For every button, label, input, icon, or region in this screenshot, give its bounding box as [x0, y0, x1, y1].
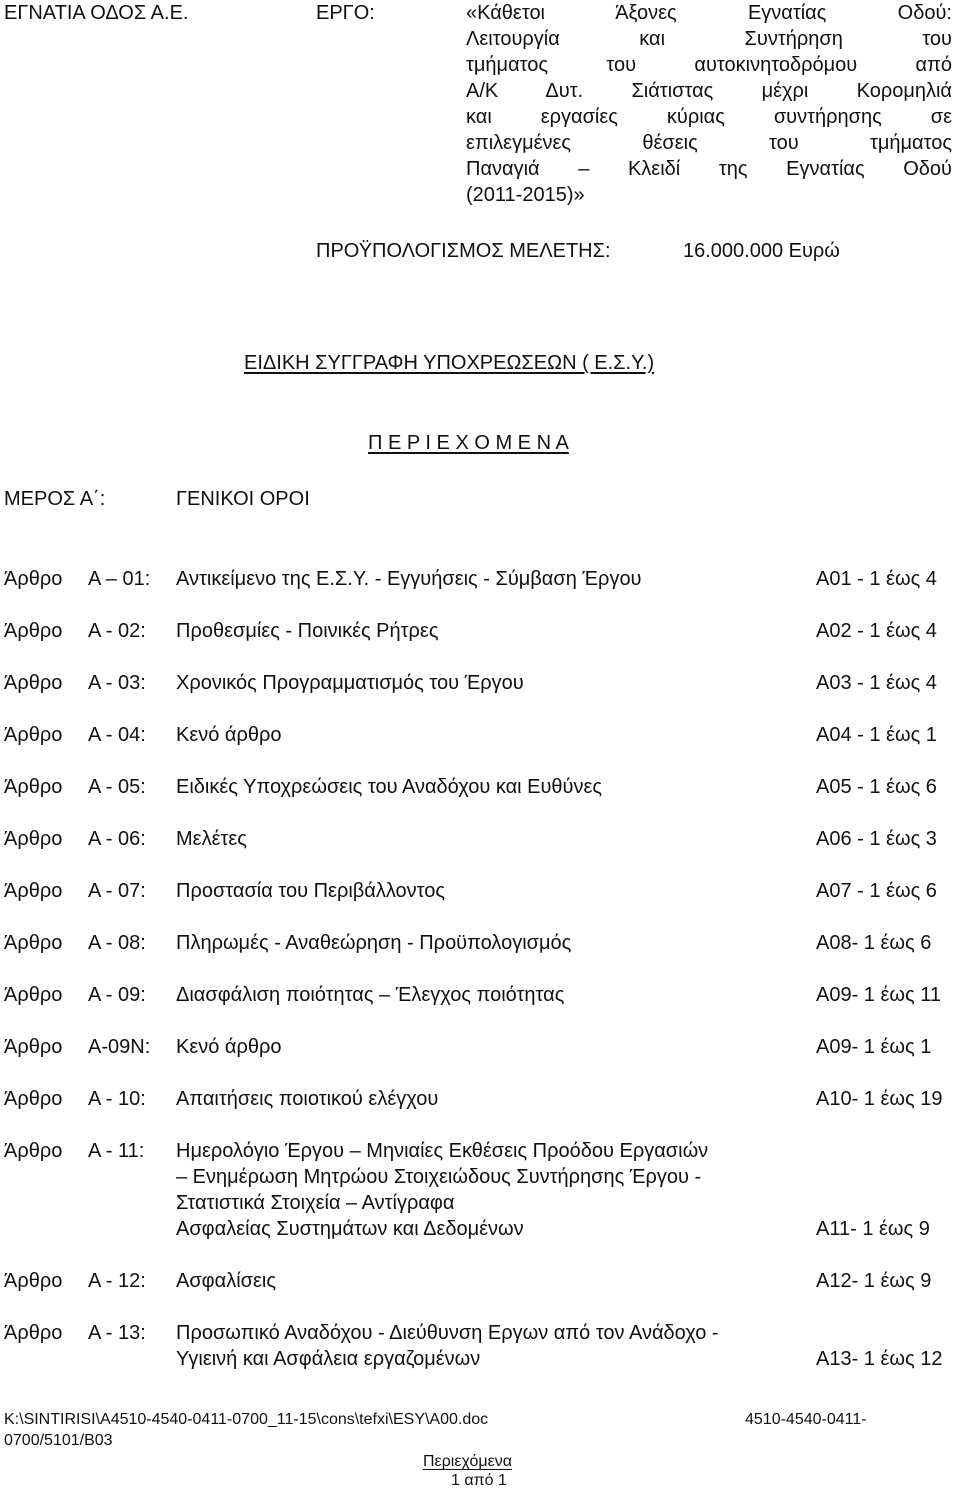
- list-item: [0, 776, 960, 802]
- article-pages: Α09- 1 έως 1: [816, 1036, 932, 1058]
- list-item: [0, 932, 960, 958]
- article-title: Πληρωμές - Αναθεώρηση - Προϋπολογισμός: [176, 932, 572, 954]
- footer-file-path: K:\SINTIRISI\A4510-4540-0411-0700_11-15\cons\tefxi\ESY\A00.doc: [4, 1411, 489, 1428]
- article-word: Άρθρο: [4, 724, 63, 746]
- list-item: [0, 620, 960, 646]
- article-title-line: Ημερολόγιο Έργου – Μηνιαίες Εκθέσεις Προόδου Εργασιών: [176, 1140, 709, 1162]
- article-pages: Α12- 1 έως 9: [816, 1270, 932, 1292]
- list-item: [0, 1140, 960, 1244]
- document-title: ΕΙΔΙΚΗ ΣΥΓΓΡΑΦΗ ΥΠΟΧΡΕΩΣΕΩΝ ( Ε.Σ.Υ.): [244, 352, 655, 374]
- organization-name: ΕΓΝΑΤΙΑ ΟΔΟΣ Α.Ε.: [4, 2, 189, 24]
- article-pages: Α10- 1 έως 19: [816, 1088, 943, 1110]
- footer-section-name: Περιεχόμενα: [423, 1453, 512, 1470]
- project-title-line: (2011-2015)»: [466, 184, 585, 206]
- article-code: Α - 04:: [88, 724, 146, 746]
- article-pages: Α09- 1 έως 11: [816, 984, 941, 1006]
- list-item: [0, 828, 960, 854]
- list-item: [0, 1322, 960, 1374]
- article-pages: Α03 - 1 έως 4: [816, 672, 937, 694]
- article-word: Άρθρο: [4, 776, 63, 798]
- article-pages: Α02 - 1 έως 4: [816, 620, 937, 642]
- article-word: Άρθρο: [4, 932, 63, 954]
- article-pages: Α06 - 1 έως 3: [816, 828, 937, 850]
- list-item: [0, 880, 960, 906]
- project-title-line: Παναγιά – Κλειδί της Εγνατίας Οδού: [466, 158, 952, 180]
- article-pages: Α08- 1 έως 6: [816, 932, 932, 954]
- article-code: Α - 05:: [88, 776, 146, 798]
- article-title: Μελέτες: [176, 828, 247, 850]
- article-pages: Α13- 1 έως 12: [816, 1348, 943, 1370]
- article-pages: Α05 - 1 έως 6: [816, 776, 937, 798]
- project-title-line: Λειτουργία και Συντήρηση του: [466, 28, 952, 50]
- article-code: Α - 02:: [88, 620, 146, 642]
- list-item: [0, 1036, 960, 1062]
- list-item: [0, 1270, 960, 1296]
- article-code: Α - 09:: [88, 984, 146, 1006]
- footer-doc-code-cont: 0700/5101/B03: [4, 1432, 113, 1449]
- article-title-line: Στατιστικά Στοιχεία – Αντίγραφα: [176, 1192, 455, 1214]
- article-word: Άρθρο: [4, 828, 63, 850]
- article-code: Α-09Ν:: [88, 1036, 151, 1058]
- project-title-line: Α/Κ Δυτ. Σιάτιστας μέχρι Κορομηλιά: [466, 80, 952, 102]
- article-word: Άρθρο: [4, 1140, 63, 1162]
- article-word: Άρθρο: [4, 1322, 63, 1344]
- project-title-line: επιλεγμένες θέσεις του τμήματος: [466, 132, 952, 154]
- article-title: Αντικείμενο της Ε.Σ.Υ. - Εγγυήσεις - Σύμβαση Έργου: [176, 568, 642, 590]
- article-title-line: Προσωπικό Αναδόχου - Διεύθυνση Εργων από τον Ανάδοχο -: [176, 1322, 719, 1344]
- article-title: Κενό άρθρο: [176, 724, 282, 746]
- article-code: Α - 10:: [88, 1088, 146, 1110]
- article-title-line: Ασφαλείας Συστημάτων και Δεδομένων: [176, 1218, 524, 1240]
- part-title: ΓΕΝΙΚΟΙ ΟΡΟΙ: [176, 488, 310, 510]
- project-title-line: και εργασίες κύριας συντήρησης σε: [466, 106, 952, 128]
- article-pages: Α04 - 1 έως 1: [816, 724, 937, 746]
- footer-page-number: 1 από 1: [451, 1472, 507, 1489]
- list-item: [0, 984, 960, 1010]
- article-word: Άρθρο: [4, 1088, 63, 1110]
- article-title-line: Υγιεινή και Ασφάλεια εργαζομένων: [176, 1348, 481, 1370]
- article-word: Άρθρο: [4, 568, 63, 590]
- article-title: Διασφάλιση ποιότητας – Έλεγχος ποιότητας: [176, 984, 565, 1006]
- article-title: Ειδικές Υποχρεώσεις του Αναδόχου και Ευθύνες: [176, 776, 603, 798]
- article-title: Προθεσμίες - Ποινικές Ρήτρες: [176, 620, 439, 642]
- article-pages: Α01 - 1 έως 4: [816, 568, 937, 590]
- contents-heading: Π Ε Ρ Ι Ε Χ Ο Μ Ε Ν Α: [368, 432, 569, 454]
- article-title: Κενό άρθρο: [176, 1036, 282, 1058]
- list-item: [0, 724, 960, 750]
- project-title-line: «Κάθετοι Άξονες Εγνατίας Οδού:: [466, 2, 952, 24]
- article-pages: Α11- 1 έως 9: [816, 1218, 930, 1240]
- article-code: Α - 07:: [88, 880, 146, 902]
- budget-label: ΠΡΟΫΠΟΛΟΓΙΣΜΟΣ ΜΕΛΕΤΗΣ:: [316, 240, 611, 262]
- article-word: Άρθρο: [4, 672, 63, 694]
- article-code: Α - 13:: [88, 1322, 146, 1344]
- article-title: Απαιτήσεις ποιοτικού ελέγχου: [176, 1088, 439, 1110]
- article-code: Α - 08:: [88, 932, 146, 954]
- article-word: Άρθρο: [4, 880, 63, 902]
- article-word: Άρθρο: [4, 620, 63, 642]
- article-code: Α - 03:: [88, 672, 146, 694]
- project-label: ΕΡΓΟ:: [316, 2, 375, 24]
- footer-doc-code: 4510-4540-0411-: [745, 1411, 867, 1428]
- article-word: Άρθρο: [4, 1270, 63, 1292]
- article-code: Α - 11:: [88, 1140, 145, 1162]
- article-word: Άρθρο: [4, 1036, 63, 1058]
- article-code: Α – 01:: [88, 568, 151, 590]
- article-title: Προστασία του Περιβάλλοντος: [176, 880, 446, 902]
- project-title-line: τμήματος του αυτοκινητοδρόμου από: [466, 54, 952, 76]
- list-item: [0, 568, 960, 594]
- article-pages: Α07 - 1 έως 6: [816, 880, 937, 902]
- article-word: Άρθρο: [4, 984, 63, 1006]
- article-code: Α - 06:: [88, 828, 146, 850]
- list-item: [0, 672, 960, 698]
- article-code: Α - 12:: [88, 1270, 146, 1292]
- part-label: ΜΕΡΟΣ Α΄:: [4, 488, 106, 510]
- article-title: Χρονικός Προγραμματισμός του Έργου: [176, 672, 524, 694]
- article-title-line: – Ενημέρωση Μητρώου Στοιχειώδους Συντήρησης Έργου -: [176, 1166, 702, 1188]
- list-item: [0, 1088, 960, 1114]
- article-title: Ασφαλίσεις: [176, 1270, 276, 1292]
- budget-value: 16.000.000 Ευρώ: [683, 240, 840, 262]
